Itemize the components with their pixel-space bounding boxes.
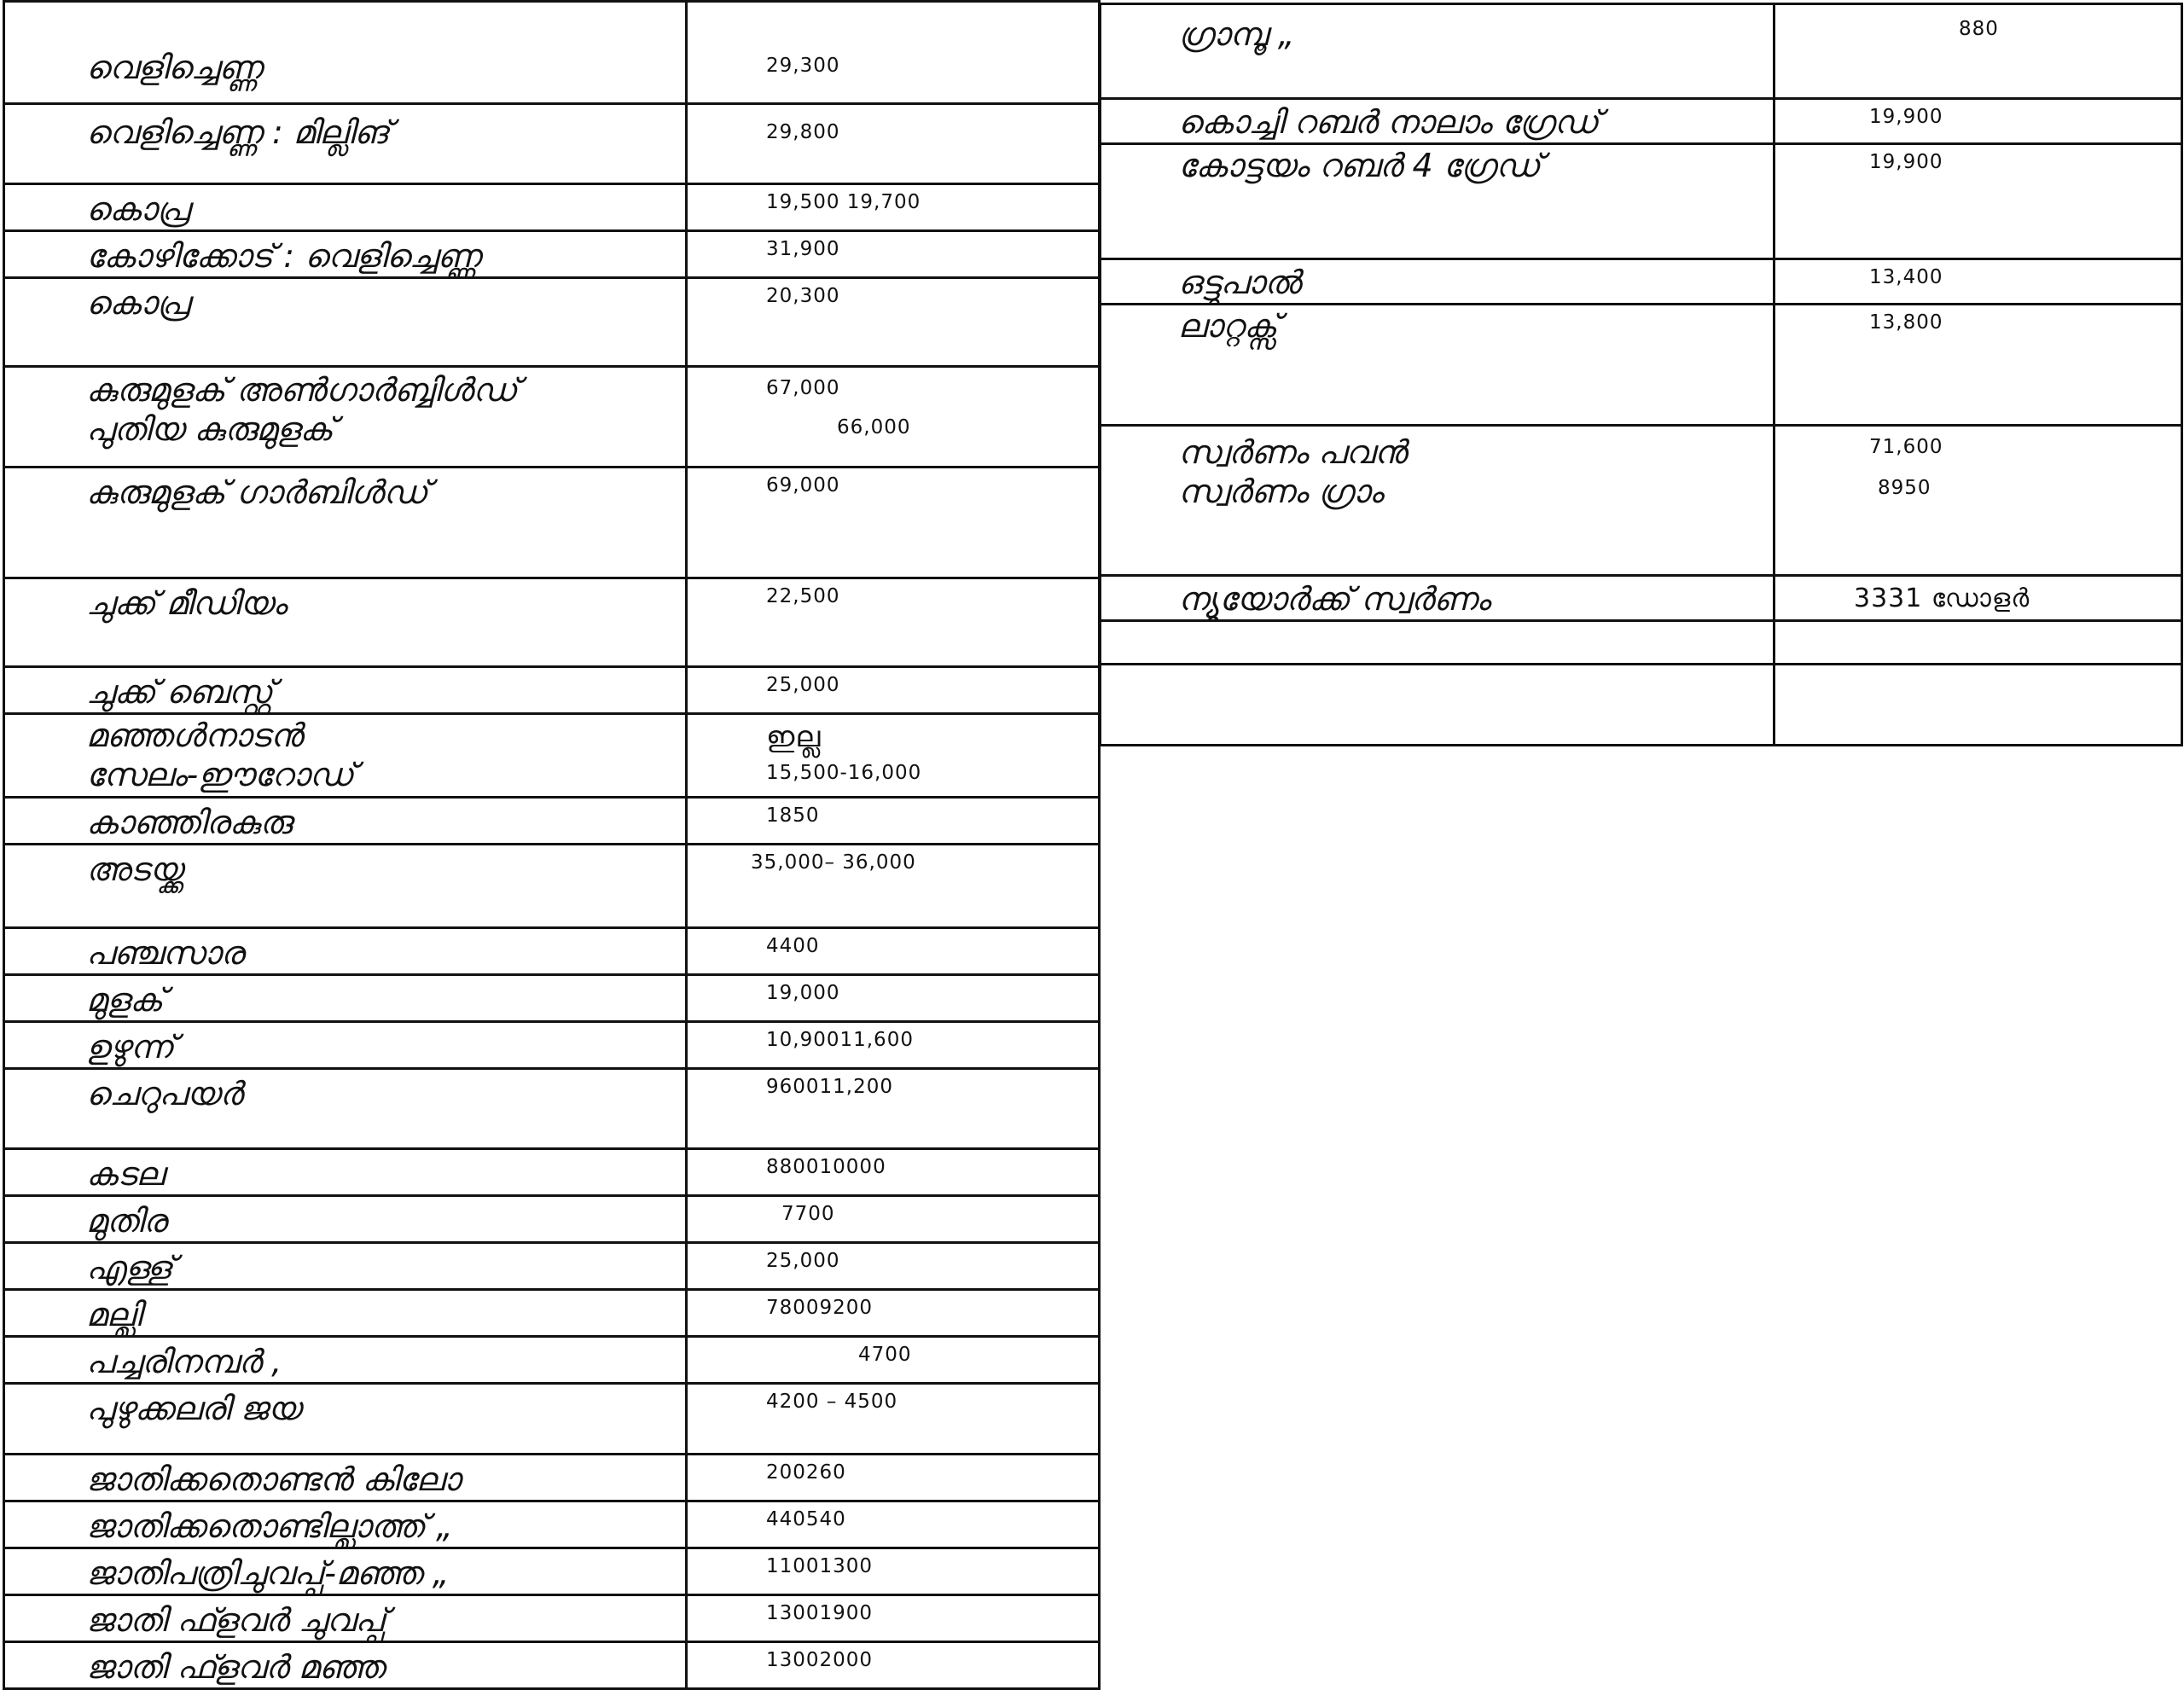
commodity-cell [4, 1290, 687, 1337]
commodity-name: ഉഴുന്ന് [86, 1028, 175, 1066]
price-cell [687, 1595, 1100, 1642]
commodity-name: കുരുമുളക് അൺഗാർബ്ബിൾഡ് [86, 371, 518, 409]
commodity-name: കൊച്ചി റബർ നാലാം ഗ്രേഡ് [1178, 103, 1600, 141]
price-value: 15,500-16,000 [766, 762, 922, 784]
commodity-cell [4, 714, 687, 798]
commodity-cell [1101, 144, 1774, 259]
commodity-name: കോട്ടയം റബർ 4 ഗ്രേഡ് [1178, 147, 1541, 184]
commodity-name: അടയ്ക്ക [86, 851, 183, 888]
price-value: 19,900 [1869, 106, 1943, 128]
commodity-cell [1101, 576, 1774, 621]
price-value: 10,90011,600 [766, 1029, 914, 1051]
commodity-cell [4, 2, 687, 104]
commodity-name: ജാതിപത്രിചുവപ്പ്-മഞ്ഞ „ [86, 1554, 450, 1592]
price-value: 11001300 [766, 1555, 874, 1577]
commodity-name: വെളിച്ചെണ്ണ : മില്ലിങ് [86, 113, 390, 151]
price-value: 22,500 [766, 585, 840, 607]
price-cell [1774, 305, 2182, 426]
commodity-name: ചുക്ക് ബെസ്റ്റ് [86, 673, 273, 711]
price-value: 3331 ഡോളർ [1854, 584, 2030, 613]
price-cell [687, 667, 1100, 714]
table-row [4, 1595, 1100, 1642]
price-value: 13002000 [766, 1649, 874, 1671]
table-row [4, 1455, 1100, 1501]
price-cell [687, 845, 1100, 928]
commodity-name: പുഴുക്കലരി ജയ [86, 1390, 301, 1427]
price-cell [1774, 426, 2182, 576]
price-cell [687, 1196, 1100, 1243]
price-cell [1774, 99, 2182, 144]
price-cell [1774, 665, 2182, 746]
commodity-name: ജാതിക്കതൊണ്ടില്ലാത്ത് „ [86, 1507, 453, 1545]
price-value: 880010000 [766, 1156, 886, 1178]
table-row [4, 798, 1100, 845]
commodity-cell [4, 1642, 687, 1689]
price-cell [1774, 259, 2182, 305]
commodity-cell [1101, 99, 1774, 144]
price-cell [1774, 621, 2182, 665]
commodity-cell [4, 278, 687, 367]
commodity-cell [4, 1455, 687, 1501]
commodity-name: സേലം-ഈറോഡ് [86, 756, 355, 793]
commodity-name: കുരുമുളക് ഗാർബിൾഡ് [86, 473, 428, 511]
price-value: 4200 – 4500 [766, 1391, 898, 1413]
table-row [4, 578, 1100, 667]
price-value: 19,000 [766, 982, 840, 1004]
table-row [4, 667, 1100, 714]
price-cell [687, 975, 1100, 1022]
price-cell [687, 1501, 1100, 1548]
table-row [4, 1384, 1100, 1455]
commodity-cell [1101, 621, 1774, 665]
table-row [4, 1243, 1100, 1290]
commodity-name: മുതിര [86, 1202, 167, 1240]
table-row [1101, 576, 2182, 621]
commodity-cell [4, 1022, 687, 1069]
price-value: 7700 [781, 1203, 835, 1225]
price-value: 960011,200 [766, 1076, 894, 1098]
price-value: 29,300 [766, 55, 840, 77]
table-row [4, 231, 1100, 278]
commodity-cell [1101, 426, 1774, 576]
table-row [4, 184, 1100, 231]
price-value: 31,900 [766, 238, 840, 260]
commodity-cell [1101, 665, 1774, 746]
commodity-name: കൊപ്ര [86, 190, 189, 228]
commodity-cell [4, 1548, 687, 1595]
commodity-cell [4, 578, 687, 667]
commodity-name: വെളിച്ചെണ്ണ [86, 49, 262, 86]
commodity-cell [4, 1243, 687, 1290]
price-value: 4400 [766, 935, 820, 957]
price-value: 35,000– 36,000 [751, 851, 916, 874]
commodity-name: പുതിയ കുരുമുളക് [86, 410, 334, 448]
table-row [4, 845, 1100, 928]
commodity-name: സ്വർണം പവൻ [1178, 433, 1407, 471]
price-value: 25,000 [766, 674, 840, 696]
table-row [1101, 144, 2182, 259]
table-row [4, 1337, 1100, 1384]
table-row [4, 714, 1100, 798]
price-cell [1774, 576, 2182, 621]
price-cell [687, 104, 1100, 184]
price-cell [687, 1069, 1100, 1149]
price-value: 1850 [766, 804, 820, 827]
price-cell [1774, 4, 2182, 99]
table-row [1101, 259, 2182, 305]
price-cell [687, 1455, 1100, 1501]
commodity-name: ലാറ്റക്സ് [1178, 307, 1278, 345]
table-row [4, 1149, 1100, 1196]
price-value: 69,000 [766, 474, 840, 497]
commodity-cell [4, 468, 687, 578]
commodity-name: കടല [86, 1155, 165, 1193]
commodity-name: ചുക്ക് മീഡിയം [86, 584, 287, 622]
price-value: 13,800 [1869, 311, 1943, 334]
commodity-name: മഞ്ഞൾനാടൻ [86, 717, 303, 754]
commodity-cell [4, 184, 687, 231]
commodity-cell [4, 1384, 687, 1455]
commodity-cell [4, 1149, 687, 1196]
price-value: 19,500 19,700 [766, 191, 921, 213]
table-row [4, 1022, 1100, 1069]
price-cell [687, 714, 1100, 798]
commodity-cell [4, 231, 687, 278]
commodity-cell [4, 975, 687, 1022]
commodity-name: സ്വർണം ഗ്രാം [1178, 473, 1384, 510]
price-cell [687, 578, 1100, 667]
commodity-cell [4, 798, 687, 845]
commodity-cell [4, 928, 687, 975]
price-value: 19,900 [1869, 151, 1943, 173]
table-row [4, 278, 1100, 367]
price-cell [687, 1290, 1100, 1337]
price-cell [687, 1384, 1100, 1455]
price-cell [687, 798, 1100, 845]
price-cell [687, 1243, 1100, 1290]
commodity-name: ഒട്ടുപാൽ [1178, 264, 1301, 301]
commodity-name: കാഞ്ഞിരകുരു [86, 804, 292, 841]
price-cell [687, 278, 1100, 367]
price-cell [1774, 144, 2182, 259]
price-value: 13001900 [766, 1602, 874, 1624]
table-row [1101, 99, 2182, 144]
commodity-cell [1101, 4, 1774, 99]
commodity-cell [1101, 305, 1774, 426]
price-value: 78009200 [766, 1297, 874, 1319]
commodity-name: ജാതി ഫ്ളവർ മഞ്ഞ [86, 1648, 385, 1686]
price-value: 29,800 [766, 121, 840, 143]
price-cell [687, 184, 1100, 231]
price-cell [687, 1337, 1100, 1384]
table-row [1101, 426, 2182, 576]
price-cell [687, 2, 1100, 104]
price-value: 8950 [1878, 477, 1931, 499]
price-cell [687, 928, 1100, 975]
table-row [4, 367, 1100, 468]
price-cell [687, 231, 1100, 278]
price-cell [687, 1642, 1100, 1689]
price-value: 880 [1959, 18, 1999, 40]
price-value: 66,000 [837, 416, 911, 438]
commodity-cell [4, 845, 687, 928]
commodity-cell [4, 104, 687, 184]
price-value: 20,300 [766, 285, 840, 307]
commodity-name: ചെറുപയർ [86, 1075, 243, 1112]
price-value: 67,000 [766, 377, 840, 399]
commodity-name: മുളക് [86, 981, 164, 1019]
price-value: 71,600 [1869, 436, 1943, 458]
commodity-cell [4, 1501, 687, 1548]
table-row [4, 1069, 1100, 1149]
table-row [4, 928, 1100, 975]
price-value: 13,400 [1869, 266, 1943, 288]
table-row [4, 1548, 1100, 1595]
commodity-cell [4, 367, 687, 468]
table-row [1101, 621, 2182, 665]
price-value: 200260 [766, 1461, 846, 1484]
price-value: 440540 [766, 1508, 846, 1530]
commodity-name: ജാതി ഫ്ളവർ ചുവപ്പ് [86, 1601, 386, 1639]
table-row [4, 1642, 1100, 1689]
commodity-name: പഞ്ചസാര [86, 934, 244, 972]
commodity-cell [1101, 259, 1774, 305]
commodity-cell [4, 1196, 687, 1243]
commodity-name: മല്ലി [86, 1296, 142, 1333]
commodity-name: കൊപ്ര [86, 284, 189, 322]
price-cell [687, 1149, 1100, 1196]
price-cell [687, 1022, 1100, 1069]
table-row [1101, 305, 2182, 426]
table-row [4, 975, 1100, 1022]
table-row [4, 104, 1100, 184]
commodity-name: ഗ്രാമ്പൂ „ [1178, 15, 1295, 53]
table-row [4, 468, 1100, 578]
commodity-cell [4, 667, 687, 714]
commodity-cell [4, 1337, 687, 1384]
table-row [4, 1290, 1100, 1337]
table-row [4, 2, 1100, 104]
table-row [4, 1501, 1100, 1548]
price-value: 25,000 [766, 1250, 840, 1272]
commodity-name: പച്ചരിനമ്പർ , [86, 1343, 282, 1380]
price-cell [687, 367, 1100, 468]
table-row [4, 1196, 1100, 1243]
commodity-name: ന്യൂയോർക്ക് സ്വർണം [1178, 580, 1490, 618]
right-price-table [1099, 3, 2183, 746]
left-price-table [3, 0, 1101, 1690]
commodity-name: എള്ള് [86, 1249, 173, 1286]
commodity-cell [4, 1069, 687, 1149]
commodity-name: കോഴിക്കോട് : വെളിച്ചെണ്ണ [86, 237, 480, 275]
table-row [1101, 665, 2182, 746]
commodity-cell [4, 1595, 687, 1642]
price-value: 4700 [858, 1344, 912, 1366]
price-value: ഇല്ല [766, 720, 822, 754]
commodity-name: ജാതിക്കതൊണ്ടൻ കിലോ [86, 1461, 461, 1498]
price-cell [687, 468, 1100, 578]
price-cell [687, 1548, 1100, 1595]
table-row [1101, 4, 2182, 99]
